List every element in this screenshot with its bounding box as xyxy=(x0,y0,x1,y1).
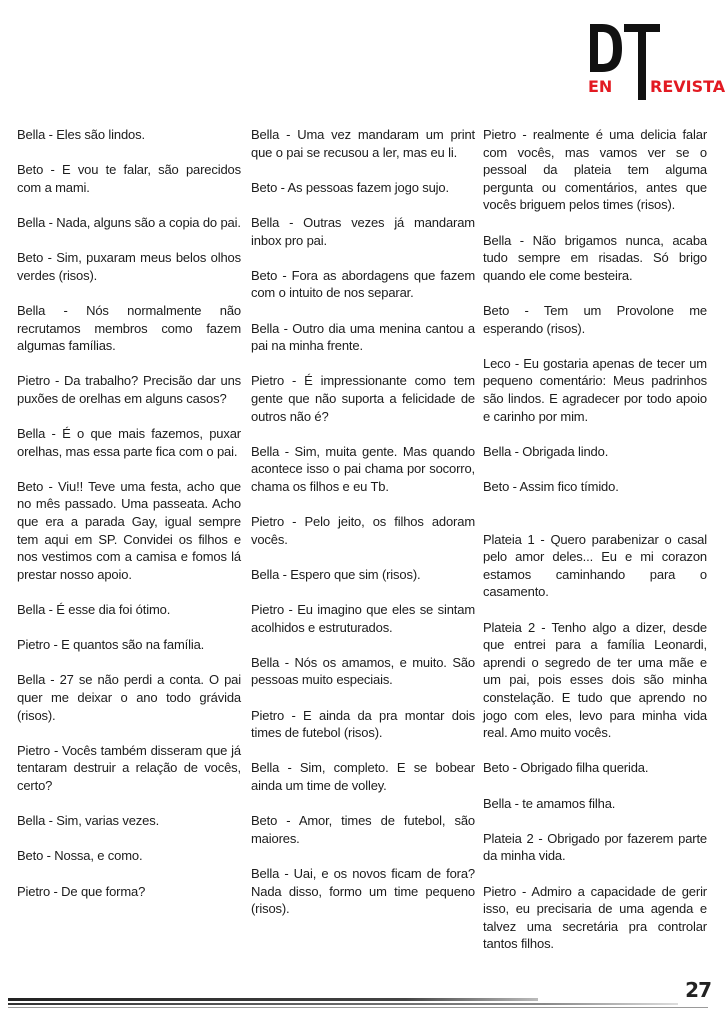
page-number: 27 xyxy=(685,978,711,1002)
column-2 xyxy=(251,126,475,918)
logo-text-revista: REVISTA xyxy=(650,77,725,96)
dialogue-line: Beto - Viu!! Teve uma festa, acho que no mês passado. Uma passeata. Acho que era a parada Gay, igual sempre tem aqui em SP. Convidei os filhos e nos vestimos com a camisa e fomos lá prestar nosso apoio. xyxy=(17,478,241,582)
dialogue-line: Plateia 1 - Quero parabenizar o casal pelo amor deles... Eu e mi corazon estamos caminhando para o casamento. xyxy=(483,531,707,600)
dialogue-line: Bella - Uai, e os novos ficam de fora? Nada disso, formo um time pequeno (risos). xyxy=(251,865,475,917)
dialogue-line: Bella - Eles são lindos. xyxy=(17,127,145,142)
dialogue-line: Pietro - Da trabalho? Precisão dar uns puxões de orelhas em alguns casos? xyxy=(17,373,241,406)
footer-lines-graphic xyxy=(0,996,725,1010)
dialogue-line: Pietro - Admiro a capacidade de gerir isso, eu precisaria de uma agenda e talvez uma secretária pra controlar tantos filhos. xyxy=(483,883,707,952)
dialogue-line: Bella - 27 se não perdi a conta. O pai quer me deixar o ano todo grávida (risos). xyxy=(17,672,241,723)
dialogue-line: Bella - Outro dia uma menina cantou a pai na minha frente. xyxy=(251,320,475,354)
dialogue-line: Pietro - E ainda da pra montar dois times de futebol (risos). xyxy=(251,707,475,741)
dialogue-line: Leco - Eu gostaria apenas de tecer um pequeno comentário: Meus padrinhos são lindos. E agradecer por todo apoio e carinho por mim. xyxy=(483,355,707,424)
dialogue-line: Bella - Outras vezes já mandaram inbox pro pai. xyxy=(251,214,475,248)
dialogue-line: Bella - Sim, varias vezes. xyxy=(17,813,160,829)
dialogue-line: Bella - Obrigada lindo. xyxy=(483,443,609,459)
dialogue-line: Pietro - Vocês também disseram que já tentaram destruir a relação de vocês, certo? xyxy=(17,742,241,793)
logo-text-en: EN xyxy=(588,77,613,96)
dialogue-line: Bella - Uma vez mandaram um print que o pai se recusou a ler, mas eu li. xyxy=(251,127,475,160)
dialogue-line: Pietro - De que forma? xyxy=(17,883,146,899)
dialogue-line: Beto - As pessoas fazem jogo sujo. xyxy=(251,179,449,195)
dialogue-line: Bella - Nada, alguns são a copia do pai. xyxy=(17,214,241,230)
dialogue-line: Pietro - realmente é uma delicia falar com vocês, mas vamos ver se o pessoal da plateia tem alguma pergunta ou comentários, antes que vocês briguem pelos times (risos). xyxy=(483,127,707,213)
dialogue-line: Bella - É o que mais fazemos, puxar orelhas, mas essa parte fica com o pai. xyxy=(17,426,241,459)
dialogue-line: Bella - Nós os amamos, e muito. São pessoas muito especiais. xyxy=(251,654,475,688)
column-3 xyxy=(483,126,707,953)
dialogue-line: Pietro - É impressionante como tem gente que não suporta a felicidade de outros não é? xyxy=(251,373,475,424)
dialogue-line: Bella - te amamos filha. xyxy=(483,795,616,811)
column-1 xyxy=(17,126,241,900)
dialogue-line: Plateia 2 - Obrigado por fazerem parte da minha vida. xyxy=(483,830,707,864)
dialogue-line: Bella - É esse dia foi ótimo. xyxy=(17,602,171,618)
dt-entrevista-logo-graphic xyxy=(582,20,725,102)
dialogue-line: Bella - Sim, completo. E se bobear ainda um time de volley. xyxy=(251,760,475,793)
dialogue-line: Beto - Amor, times de futebol, são maiores. xyxy=(251,813,475,846)
dialogue-line: Beto - Assim fico tímido. xyxy=(483,478,619,494)
dialogue-line: Beto - E vou te falar, são parecidos com a mami. xyxy=(17,162,241,195)
dialogue-line: Plateia 2 - Tenho algo a dizer, desde que entrei para a família Leonardi, aprendi o segredo de ter uma mãe e um pai, pois esses dois são minha constelação. E tudo que aprendo no jogo com eles, levo para minha vida real. Amo muito vocês. xyxy=(483,619,707,741)
dialogue-line: Beto - Tem um Provolone me esperando (risos). xyxy=(483,302,707,336)
dialogue-line: Pietro - Eu imagino que eles se sintam acolhidos e estruturados. xyxy=(251,602,475,635)
dialogue-line: Pietro - E quantos são na família. xyxy=(17,637,205,653)
dialogue-line: Bella - Nós normalmente não recrutamos membros como fazem algumas famílias. xyxy=(17,302,241,354)
dialogue-line: Beto - Obrigado filha querida. xyxy=(483,760,649,776)
footer-decorative-lines xyxy=(0,996,725,1010)
magazine-logo xyxy=(582,20,725,102)
dialogue-line: Bella - Espero que sim (risos). xyxy=(251,566,421,582)
dialogue-line: Bella - Não brigamos nunca, acaba tudo sempre em risadas. Só brigo quando ele come besteira. xyxy=(483,232,707,283)
logo-letter-d xyxy=(590,24,622,72)
dialogue-line: Beto - Nossa, e como. xyxy=(17,848,143,864)
dialogue-line: Beto - Fora as abordagens que fazem com o intuito de nos separar. xyxy=(251,267,475,301)
dialogue-line: Pietro - Pelo jeito, os filhos adoram vocês. xyxy=(251,514,475,547)
dialogue-line: Bella - Sim, muita gente. Mas quando acontece isso o pai chama por socorro, chama os filhos e eu Tb. xyxy=(251,443,475,494)
dialogue-line: Beto - Sim, puxaram meus belos olhos verdes (risos). xyxy=(17,250,241,283)
